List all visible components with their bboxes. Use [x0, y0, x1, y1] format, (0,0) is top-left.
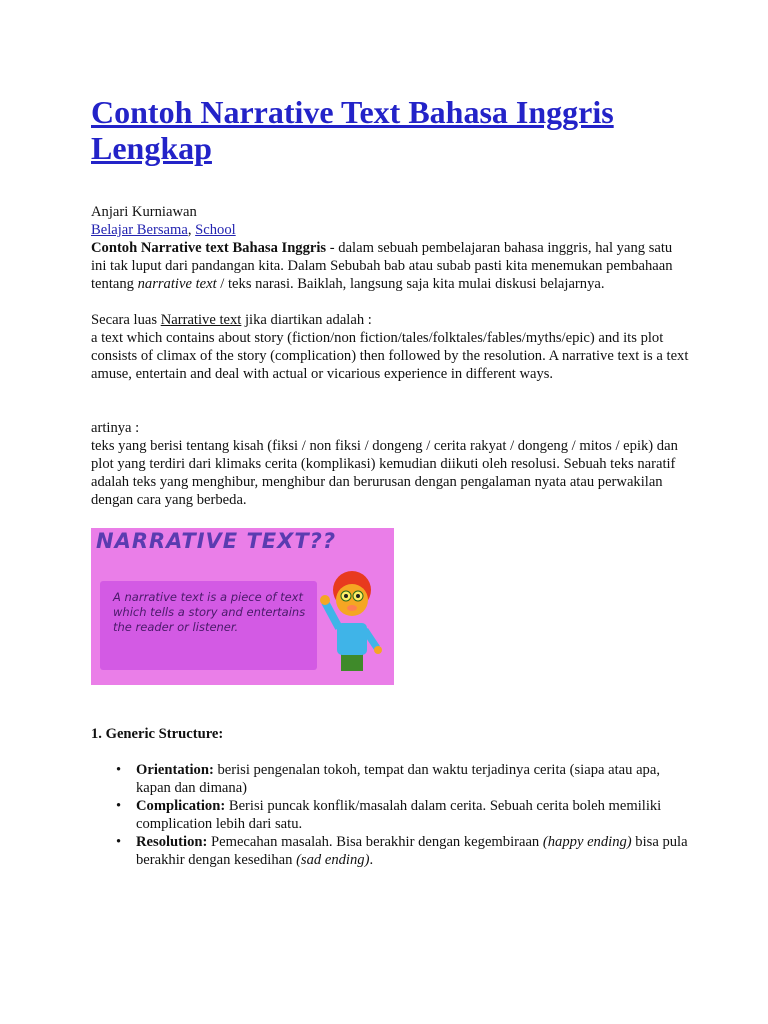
intro-text-end: / teks narasi. Baiklah, langsung saja kita mulai diskusi belajarnya.	[216, 276, 605, 292]
item-text: .	[369, 852, 374, 868]
structure-list	[91, 761, 691, 869]
category-link-belajar-bersama[interactable]: Belajar Bersama	[91, 222, 188, 238]
definition-lead	[91, 311, 691, 329]
item-text: Berisi puncak konflik/masalah dalam cerita. Sebuah cerita boleh memiliki complication lebih dari satu.	[136, 798, 662, 832]
illustration-heading: NARRATIVE TEXT??	[96, 529, 337, 553]
definition-pre: Secara luas	[91, 312, 161, 328]
item-italic: (sad ending)	[296, 852, 370, 868]
author: Anjari Kurniawan	[91, 204, 197, 220]
illustration-caption: A narrative text is a piece of text which tells a story and entertains the reader or listener.	[113, 590, 306, 634]
translation-label: artinya :	[91, 420, 140, 436]
intro-text: - dalam sebuah pembelajaran bahasa inggris, hal yang satu ini tak luput dari pandangan kita. Dalam Sebubah bab atau subab pasti kita menemukan pembahaan tentang	[91, 240, 673, 292]
definition-post: jika diartikan adalah :	[241, 312, 372, 328]
separator: ,	[187, 222, 196, 238]
narrative-text-illustration	[91, 528, 394, 685]
list-item	[136, 761, 691, 797]
category-link-school[interactable]: School	[195, 222, 236, 238]
definition-text: a text which contains about story (fiction/non fiction/tales/folktales/fables/myths/epic) and its plot consists of climax of the story (complication) then followed by the resolution. A narrative text is a text amuse, entertain and deal with actual or vicarious experience in different ways.	[91, 330, 689, 382]
item-term: Complication:	[136, 798, 226, 814]
item-text: bisa pula berakhir dengan kesedihan	[136, 834, 688, 868]
intro-paragraph	[91, 239, 691, 293]
definition-term: Narrative text	[160, 312, 242, 328]
article	[91, 94, 691, 869]
intro-bold: Contoh Narrative text Bahasa Inggris	[91, 240, 327, 256]
translation-text: teks yang berisi tentang kisah (fiksi / non fiksi / dongeng / cerita rakyat / dongeng / mitos / epik) dan plot yang terdiri dari klimaks cerita (komplikasi) kemudian diikuti oleh resolusi. Sebuah teks naratif adalah teks yang menghibur, menghibur dan berurusan dengan pengalaman nyata atau perwakilan dengan cara yang berbeda.	[91, 438, 678, 508]
item-text: Pemecahan masalah. Bisa berakhir dengan kegembiraan	[207, 834, 543, 850]
categories	[91, 221, 691, 239]
generic-structure-heading: 1. Generic Structure:	[91, 726, 224, 742]
intro-italic: narrative text	[137, 276, 217, 292]
cartoon-character-icon	[319, 568, 389, 678]
illustration-caption-box	[100, 581, 317, 670]
title-link[interactable]: Contoh Narrative Text Bahasa Inggris Lengkap	[91, 94, 614, 166]
item-term: Orientation:	[136, 762, 214, 778]
item-text: berisi pengenalan tokoh, tempat dan waktu terjadinya cerita (siapa atau apa, kapan dan dimana)	[136, 762, 660, 796]
list-item	[136, 797, 691, 833]
item-term: Resolution:	[136, 834, 208, 850]
page-title	[91, 94, 691, 166]
list-item	[136, 833, 691, 869]
item-italic: (happy ending)	[542, 834, 632, 850]
